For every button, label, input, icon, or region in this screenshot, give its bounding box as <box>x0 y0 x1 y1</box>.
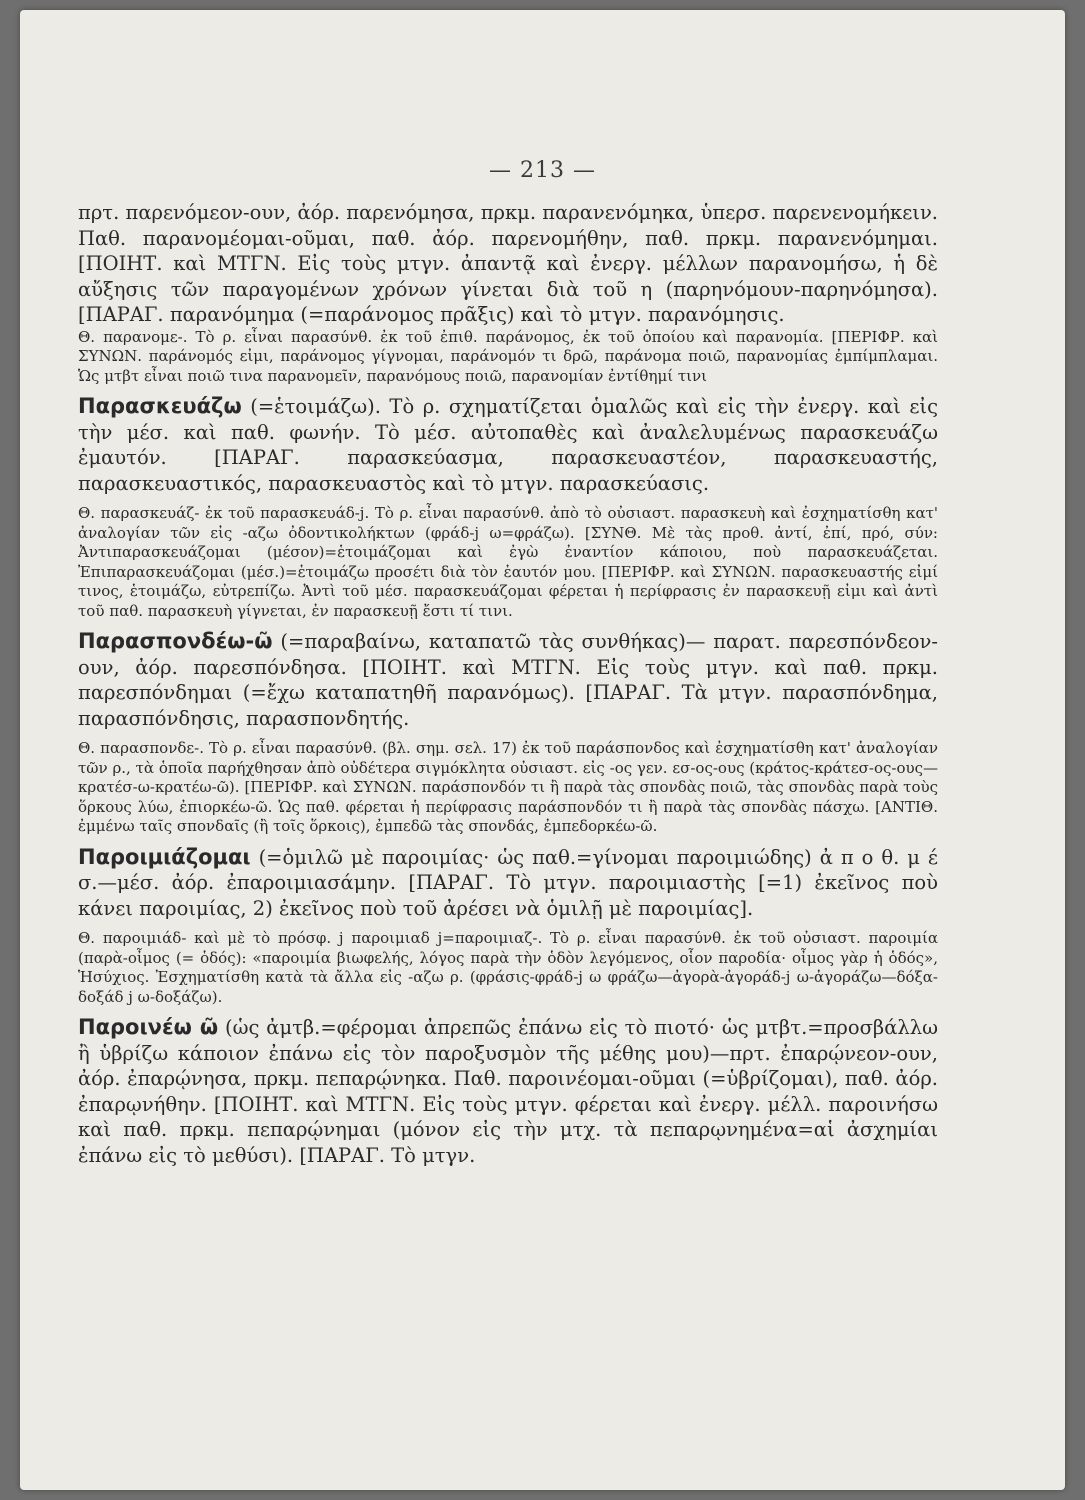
dictionary-text <box>78 200 938 1168</box>
page-number: — 213 — <box>489 158 596 183</box>
headword-paraspondeo: Παρασπονδέω-ῶ <box>78 629 273 653</box>
entry-paranomeo-forms: πρτ. παρενόμεον-ουν, ἀόρ. παρενόμησα, πρκμ. παρανενόμηκα, ὑπερσ. παρενενομήκειν. Παθ. παρανομέομαι-οῦμαι, παθ. ἀόρ. παρενομήθην, παθ. πρκμ. παρανενόμημαι. [ΠΟΙΗΤ. καὶ ΜΤΓΝ. Εἰς τοὺς μτγν. ἀπαντᾷ καὶ ἐνεργ. μέλλων παρανομήσω, ἡ δὲ αὔξησις τῶν παραγομένων χρόνων γίνεται διὰ τοῦ η (παρηνόμουν-παρηνόμησα). [ΠΑΡΑΓ. παρανόμημα (=παράνομος πρᾶξις) καὶ τὸ μτγν. παρανόμησις. <box>78 201 938 326</box>
entry-paraspondeo-notes: Θ. παρασπονδε-. Τὸ ρ. εἶναι παρασύνθ. (βλ. σημ. σελ. 17) ἐκ τοῦ παράσπονδος καὶ ἐσχηματίσθη κατ' ἀναλογίαν τῶν ρ., τὰ ὁποῖα παρήχθησαν ἀπὸ οὐδέτερα σιγμόκλητα οὐσιαστ. εἰς -ος γεν. εσ-ος-ους (κράτος-κράτεσ-ος-ους—κρατέσ-ω-κρατέω-ῶ). [ΠΕΡΙΦΡ. καὶ ΣΥΝΩΝ. παράσπονδόν τι ἢ παρὰ τὰς σπονδὰς ποιῶ, τὰς σπονδὰς παρὰ τοὺς ὅρκους λύω, ἐπιορκέω-ῶ. Ὡς παθ. φέρεται ἡ περίφρασις παράσπονδόν τι ἢ παρὰ τὰς σπονδὰς πάσχω. [ΑΝΤΙΘ. ἐμμένω ταῖς σπονδαῖς (ἢ τοῖς ὅρκοις), ἐμπεδῶ τὰς σπονδάς, ἐμπεδορκέω-ῶ. <box>78 739 938 835</box>
entry-paraskeuazo-notes: Θ. παρασκευάζ- ἐκ τοῦ παρασκευάδ-j. Τὸ ρ. εἶναι παρασύνθ. ἀπὸ τὸ οὐσιαστ. παρασκευὴ καὶ ἐσχηματίσθη κατ' ἀναλογίαν τῶν εἰς -αζω ὀδοντικολήκτων (φράδ-j ω=φράζω). [ΣΥΝΘ. Μὲ τὰς προθ. ἀντί, ἐπί, πρό, σύν: Ἀντιπαρασκευάζομαι (μέσον)=ἑτοιμάζομαι καὶ ἐγὼ ἐναντίον κάποιου, ποὺ παρασκευάζεται. Ἐπιπαρασκευάζομαι (μέσ.)=ἑτοιμάζω προσέτι διὰ τὸν ἑαυτόν μου. [ΠΕΡΙΦΡ. καὶ ΣΥΝΩΝ. παρασκευαστής εἰμί τινος, ἑτοιμάζω, εὐτρεπίζω. Ἀντὶ τοῦ μέσ. παρασκευάζομαι φέρεται ἡ περίφρασις ἐν παρασκευῇ εἰμι καὶ ἀντὶ τοῦ παθ. παρασκευὴ γίγνεται, ἐν παρασκευῇ ἔστι τί τινι. <box>78 504 938 620</box>
headword-paraskeuazo: Παρασκευάζω <box>78 394 242 418</box>
entry-paraspondeo: Παρασπονδέω-ῶ (=παραβαίνω, καταπατῶ τὰς συνθήκας)— παρατ. παρεσπόνδεον-ουν, ἀόρ. παρεσπόνδησα. [ΠΟΙΗΤ. καὶ ΜΤΓΝ. Εἰς τοὺς μτγν. καὶ παθ. πρκμ. παρεσπόνδημαι (=ἔχω καταπατηθῆ παρανόμως). [ΠΑΡΑΓ. Τὰ μτγν. παρασπόνδημα, παρασπόνδησις, παρασπονδητής. <box>78 629 938 730</box>
book-page <box>20 10 1065 1490</box>
headword-paroimiazomai: Παροιμιάζομαι <box>78 844 251 869</box>
entry-paroineo: Παροινέω ῶ (ὡς ἀμτβ.=φέρομαι ἀπρεπῶς ἐπάνω εἰς τὸ πιοτό· ὡς μτβτ.=προσβάλλω ἢ ὑβρίζω κάποιον ἐπάνω εἰς τὸν παροξυσμὸν τῆς μέθης μου)—πρτ. ἐπαρῴνεον-ουν, ἀόρ. ἐπαρῴνησα, πρκμ. πεπαρῴνηκα. Παθ. παροινέομαι-οῦμαι (=ὑβρίζομαι), παθ. ἀόρ. ἐπαρῳνήθην. [ΠΟΙΗΤ. καὶ ΜΤΓΝ. Εἰς τοὺς μτγν. φέρεται καὶ ἐνεργ. μέλλ. παροινήσω καὶ παθ. πρκμ. πεπαρῴνημαι (μόνον εἰς τὴν μτχ. τὰ πεπαρῳνημένα=αἱ ἀσχημίαι ἐπάνω εἰς τὸ μεθύσι). [ΠΑΡΑΓ. Τὸ μτγν. <box>78 1015 938 1167</box>
entry-paroimiazomai: Παροιμιάζομαι (=ὁμιλῶ μὲ παροιμίας· ὡς παθ.=γίνομαι παροιμιώδης) ἀ π ο θ. μ έ σ.—μέσ. ἀόρ. ἐπαροιμιασάμην. [ΠΑΡΑΓ. Τὸ μτγν. παροιμιαστὴς [=1) ἐκεῖνος ποὺ κάνει παροιμίας, 2) ἐκεῖνος ποὺ τοῦ ἀρέσει νὰ ὁμιλῇ μὲ παροιμίας]. <box>78 844 938 920</box>
entry-paraskeuazo: Παρασκευάζω (=ἑτοιμάζω). Τὸ ρ. σχηματίζεται ὁμαλῶς καὶ εἰς τὴν ἐνεργ. καὶ εἰς τὴν μέσ. καὶ παθ. φωνήν. Τὸ μέσ. αὐτοπαθὲς καὶ ἀναλελυμένως παρασκευάζω ἐμαυτόν. [ΠΑΡΑΓ. παρασκεύασμα, παρασκευαστέον, παρασκευαστής, παρασκευαστικός, παρασκευαστὸς καὶ τὸ μτγν. παρασκεύασις. <box>78 394 938 495</box>
entry-paroimiazomai-notes: Θ. παροιμιάδ- καὶ μὲ τὸ πρόσφ. j παροιμιαδ j=παροιμιαζ-. Τὸ ρ. εἶναι παρασύνθ. ἐκ τοῦ οὐσιαστ. παροιμία (παρὰ-οἶμος (= ὁδός): «παροιμία βιωφελής, λόγος παρὰ τὴν ὁδὸν λεγόμενος, οἷον παροδία· οἶμος γὰρ ἡ ὁδός», Ἡσύχιος. Ἐσχηματίσθη κατὰ τὰ ἄλλα εἰς -αζω ρ. (φράσις-φράδ-j ω φράζω—ἀγορὰ-ἀγοράδ-j ω-ἀγοράζω—δόξα-δοξάδ j ω-δοξάζω). <box>78 929 938 1006</box>
entry-paranomeo-notes: Θ. παρανομε-. Τὸ ρ. εἶναι παρασύνθ. ἐκ τοῦ ἐπιθ. παράνομος, ἐκ τοῦ ὁποίου καὶ παρανομία. [ΠΕΡΙΦΡ. καὶ ΣΥΝΩΝ. παράνομός εἰμι, παράνομος γίγνομαι, παράνομόν τι δρῶ, παράνομα ποιῶ, παρανομίας ἐμπίμπλαμαι. Ὡς μτβτ εἶναι ποιῶ τινα παρανομεῖν, παρανόμους ποιῶ, παρανομίαν ἐντίθημί τινι <box>78 327 938 385</box>
headword-paroineo: Παροινέω ῶ <box>78 1015 219 1039</box>
